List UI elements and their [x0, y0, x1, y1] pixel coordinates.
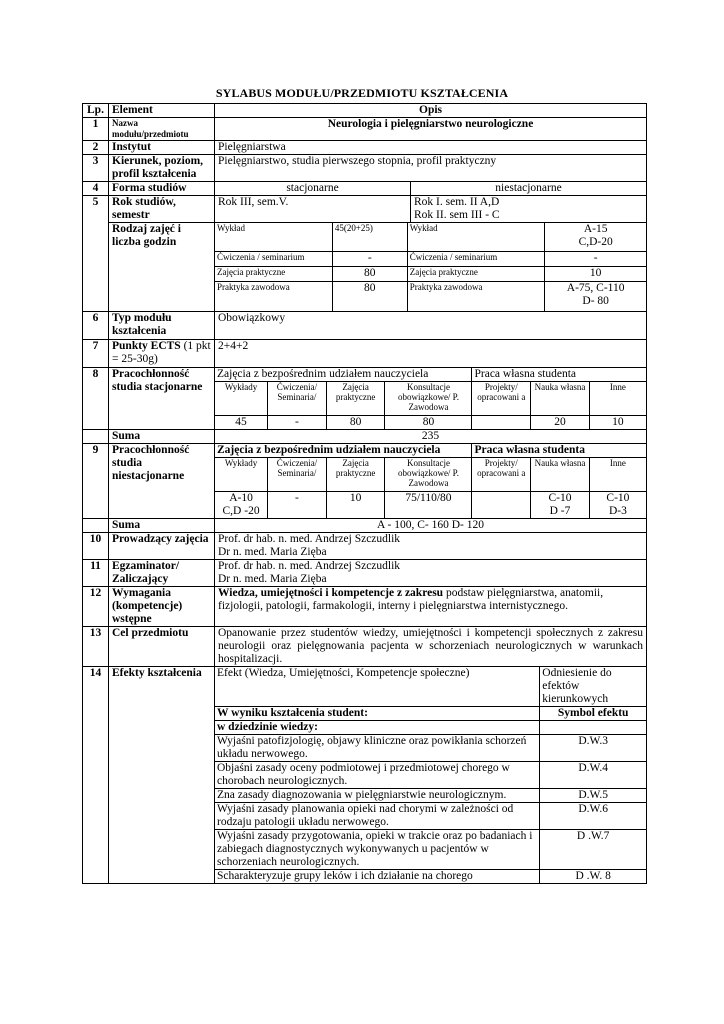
prerequisites-text: podstaw pielęgniarstwa, anatomii, fizjologii, patologii, farmakologii, interny i pielęgniarstwa internistycznego. — [218, 587, 604, 612]
row-number: 6 — [83, 312, 109, 340]
row-number: 3 — [83, 155, 109, 182]
lecturers — [215, 533, 647, 560]
row-14 — [83, 667, 647, 884]
outcome-text: Wyjaśni zasady przygotowania, opieki w trakcie oraz po badaniach i zabiegach diagnostycznych wykonywanych u pacjentów w schorzeniach neurologicznych. — [215, 830, 540, 870]
study-form-niestac: niestacjonarne — [411, 182, 647, 196]
row-4 — [83, 182, 647, 196]
lecturer-name: Prof. dr hab. n. med. Andrzej Szczudlik — [218, 533, 401, 545]
header-opis: Opis — [215, 104, 647, 118]
row-label: Wymagania (kompetencje) wstępne — [109, 587, 215, 627]
hours-type: Ćwiczenia / seminarium — [407, 251, 545, 266]
workload-value: 20 — [531, 416, 590, 430]
header-element: Element — [109, 104, 215, 118]
workload-stac-table — [215, 368, 646, 429]
workload-col-label: Wykłady — [215, 382, 268, 416]
hours-row — [215, 223, 646, 251]
row-label: Rodzaj zajęć i liczba godzin — [109, 223, 215, 312]
hours-stac: 80 — [332, 281, 407, 311]
workload-value: 80 — [326, 416, 385, 430]
prerequisites-bold: Wiedza, umiejętności i kompetencje z zakresu — [218, 587, 444, 599]
outcome-row — [215, 735, 646, 762]
workload-value — [215, 492, 268, 519]
outcomes-sub-row — [215, 707, 646, 721]
year-niestac-line: Rok I. sem. II A,D — [414, 196, 500, 208]
workload-value — [531, 492, 590, 519]
outcome-text: Zna zasady diagnozowania w pielęgniarstwie neurologicznym. — [215, 789, 540, 803]
ects-label: Punkty ECTS — [112, 340, 181, 352]
course-goal: Opanowanie przez studentów wiedzy, umiejętności i kompetencji społecznych z zakresu neurologii oraz pielęgnowania pacjenta w schorzeniach neurologicznych w warunkach hospitalizacji. — [215, 627, 647, 667]
hours-table — [215, 223, 646, 311]
outcome-text: Objaśni zasady oceny podmiotowej i przedmiotowej chorego w chorobach neurologicznych. — [215, 762, 540, 789]
outcome-symbol: D.W.5 — [540, 789, 646, 803]
outcomes-sub-right: Symbol efektu — [540, 707, 646, 721]
outcomes-head-row — [215, 667, 646, 707]
workload-group-row — [215, 368, 646, 382]
outcomes-table — [215, 667, 646, 883]
hours-niestac: 10 — [545, 266, 646, 281]
module-type: Obowiązkowy — [215, 312, 647, 340]
hours-niestac — [545, 223, 646, 251]
hours-stac: - — [332, 251, 407, 266]
examiner-name: Dr n. med. Maria Zięba — [218, 573, 327, 585]
hours-stac: 45(20+25) — [332, 223, 407, 251]
workload-col-label: Ćwiczenia/ Seminaria/ — [268, 458, 327, 492]
hours-type: Wykład — [215, 223, 332, 251]
suma-value: A - 100, C- 160 D- 120 — [215, 519, 647, 533]
hours-niestac-line: A-15 — [583, 223, 608, 235]
field-value: Pielęgniarstwo, studia pierwszego stopnia, profil praktyczny — [215, 155, 647, 182]
row-9 — [83, 444, 647, 519]
workload-value — [589, 492, 646, 519]
hours-row — [215, 281, 646, 311]
hours-type: Ćwiczenia / seminarium — [215, 251, 332, 266]
workload-group-row — [215, 444, 646, 458]
workload-value: 75/110/80 — [385, 492, 472, 519]
row-label: Pracochłonność studia niestacjonarne — [109, 444, 215, 519]
outcome-row — [215, 762, 646, 789]
workload-value: - — [268, 492, 327, 519]
workload-value-row — [215, 416, 646, 430]
row-number: 9 — [83, 444, 109, 519]
ects-label-note: (1 pkt = 25-30g) — [112, 340, 211, 365]
row-number: 1 — [83, 118, 109, 141]
row-label: Kierunek, poziom, profil kształcenia — [109, 155, 215, 182]
row-number: 13 — [83, 627, 109, 667]
year-stac: Rok III, sem.V. — [215, 196, 411, 223]
outcome-symbol: D.W.6 — [540, 803, 646, 830]
outcomes-section: w dziedzinie wiedzy: — [215, 721, 540, 735]
row-3 — [83, 155, 647, 182]
hours-type: Praktyka zawodowa — [215, 281, 332, 311]
hours-niestac — [545, 281, 646, 311]
workload-col-label: Nauka własna — [531, 382, 590, 416]
outcomes-section-row — [215, 721, 646, 735]
outcome-text: Wyjaśni zasady planowania opieki nad chorymi w zależności od rodzaju patologii układu nerwowego. — [215, 803, 540, 830]
suma-label: Suma — [109, 430, 215, 444]
workload-value: 10 — [589, 416, 646, 430]
workload-value — [472, 492, 531, 519]
outcome-symbol: D .W.7 — [540, 830, 646, 870]
year-niestac — [411, 196, 647, 223]
workload-value: - — [268, 416, 327, 430]
workload-group-self: Praca własna studenta — [472, 444, 646, 458]
row-8 — [83, 368, 647, 430]
workload-col-label: Zajęcia praktyczne — [326, 382, 385, 416]
hours-niestac-line: D- 80 — [582, 294, 609, 307]
hours-stac: 80 — [332, 266, 407, 281]
row-7 — [83, 340, 647, 368]
row-5-hours — [83, 223, 647, 312]
prerequisites — [215, 587, 647, 627]
row-label: Instytut — [109, 141, 215, 155]
row-number: 4 — [83, 182, 109, 196]
year-niestac-line: Rok II. sem III - C — [414, 209, 500, 221]
row-label: Rok studiów, semestr — [109, 196, 215, 223]
hours-niestac-line: C,D-20 — [578, 236, 613, 248]
row-8-suma — [83, 430, 647, 444]
row-number-empty — [83, 519, 109, 533]
row-1 — [83, 118, 647, 141]
workload-col-label: Inne — [589, 382, 646, 416]
row-label: Efekty kształcenia — [109, 667, 215, 884]
workload-col-label: Projekty/ opracowani a — [472, 458, 531, 492]
row-number: 12 — [83, 587, 109, 627]
row-number-empty — [83, 430, 109, 444]
workload-value-line: C-10 — [548, 492, 572, 504]
outcome-row — [215, 870, 646, 884]
workload-value-line: D-3 — [608, 505, 627, 517]
outcomes-head-left: Efekt (Wiedza, Umiejętności, Kompetencje społeczne) — [215, 667, 540, 707]
hours-niestac: - — [545, 251, 646, 266]
ects-value: 2+4+2 — [215, 340, 647, 368]
workload-group-direct: Zajęcia z bezpośrednim udziałem nauczyciela — [215, 368, 472, 382]
row-label: Cel przedmiotu — [109, 627, 215, 667]
hours-row — [215, 266, 646, 281]
outcome-symbol: D.W.4 — [540, 762, 646, 789]
workload-col-label: Zajęcia praktyczne — [326, 458, 385, 492]
workload-value-line: C-10 — [606, 492, 630, 504]
document-title: SYLABUS MODUŁU/PRZEDMIOTU KSZTAŁCENIA — [215, 86, 509, 100]
table-header-row — [83, 104, 647, 118]
workload-value: 80 — [385, 416, 472, 430]
workload-value: 10 — [326, 492, 385, 519]
outcome-row — [215, 803, 646, 830]
hours-type: Zajęcia praktyczne — [215, 266, 332, 281]
workload-col-label: Projekty/ opracowani a — [472, 382, 531, 416]
row-label — [109, 340, 215, 368]
workload-value-line: A-10 — [229, 492, 253, 504]
hours-type: Zajęcia praktyczne — [407, 266, 545, 281]
workload-col-label: Inne — [589, 458, 646, 492]
workload-col-label: Konsultacje obowiązkowe/ P. Zawodowa — [385, 458, 472, 492]
outcome-row — [215, 789, 646, 803]
lecturer-name: Dr n. med. Maria Zięba — [218, 546, 327, 558]
row-number: 2 — [83, 141, 109, 155]
outcomes-sub-left: W wyniku kształcenia student: — [215, 707, 540, 721]
row-2 — [83, 141, 647, 155]
row-label: Egzaminator/ Zaliczający — [109, 560, 215, 587]
workload-niestac — [215, 444, 647, 519]
study-form-stac: stacjonarne — [215, 182, 411, 196]
workload-group-self: Praca własna studenta — [472, 368, 646, 382]
workload-value — [472, 416, 531, 430]
workload-label-row — [215, 458, 646, 492]
syllabus-table — [82, 103, 647, 884]
workload-value-line: D -7 — [549, 505, 571, 517]
outcome-row — [215, 830, 646, 870]
hours-niestac-line: A-75, C-110 — [566, 281, 625, 294]
workload-value: 45 — [215, 416, 268, 430]
hours-grid — [215, 223, 647, 312]
workload-col-label: Konsultacje obowiązkowe/ P. Zawodowa — [385, 382, 472, 416]
row-label: Pracochłonność studia stacjonarne — [109, 368, 215, 430]
header-lp: Lp. — [83, 104, 109, 118]
examiner-name: Prof. dr hab. n. med. Andrzej Szczudlik — [218, 560, 401, 572]
row-13 — [83, 627, 647, 667]
row-12 — [83, 587, 647, 627]
row-number: 7 — [83, 340, 109, 368]
outcome-symbol: D.W.3 — [540, 735, 646, 762]
outcomes-section-empty — [540, 721, 646, 735]
row-number: 5 — [83, 196, 109, 312]
row-9-suma — [83, 519, 647, 533]
suma-value: 235 — [215, 430, 647, 444]
row-6 — [83, 312, 647, 340]
row-number: 8 — [83, 368, 109, 430]
workload-value-row — [215, 492, 646, 519]
workload-col-label: Nauka własna — [531, 458, 590, 492]
outcome-text: Scharakteryzuje grupy leków i ich działanie na chorego — [215, 870, 540, 884]
workload-stac — [215, 368, 647, 430]
row-number: 11 — [83, 560, 109, 587]
row-5 — [83, 196, 647, 223]
row-number: 10 — [83, 533, 109, 560]
outcome-symbol: D .W. 8 — [540, 870, 646, 884]
examiners — [215, 560, 647, 587]
outcome-text: Wyjaśni patofizjologię, objawy kliniczne oraz powikłania schorzeń układu nerwowego. — [215, 735, 540, 762]
institute-value: Pielęgniarstwa — [215, 141, 647, 155]
course-name: Neurologia i pielęgniarstwo neurologiczne — [215, 118, 647, 141]
row-10 — [83, 533, 647, 560]
row-11 — [83, 560, 647, 587]
hours-row — [215, 251, 646, 266]
suma-label: Suma — [109, 519, 215, 533]
workload-label-row — [215, 382, 646, 416]
hours-type: Wykład — [407, 223, 545, 251]
row-label: Forma studiów — [109, 182, 215, 196]
workload-group-direct: Zajęcia z bezpośrednim udziałem nauczyciela — [215, 444, 472, 458]
row-label: Typ modułu kształcenia — [109, 312, 215, 340]
learning-outcomes — [215, 667, 647, 884]
workload-niestac-table — [215, 444, 646, 518]
row-label: Prowadzący zajęcia — [109, 533, 215, 560]
workload-value-line: C,D -20 — [222, 505, 260, 517]
hours-type: Praktyka zawodowa — [407, 281, 545, 311]
outcomes-head-right: Odniesienie do efektów kierunkowych — [540, 667, 646, 707]
workload-col-label: Wykłady — [215, 458, 268, 492]
workload-col-label: Ćwiczenia/ Seminaria/ — [268, 382, 327, 416]
row-label: Nazwa modułu/przedmiotu — [109, 118, 215, 141]
row-number: 14 — [83, 667, 109, 884]
